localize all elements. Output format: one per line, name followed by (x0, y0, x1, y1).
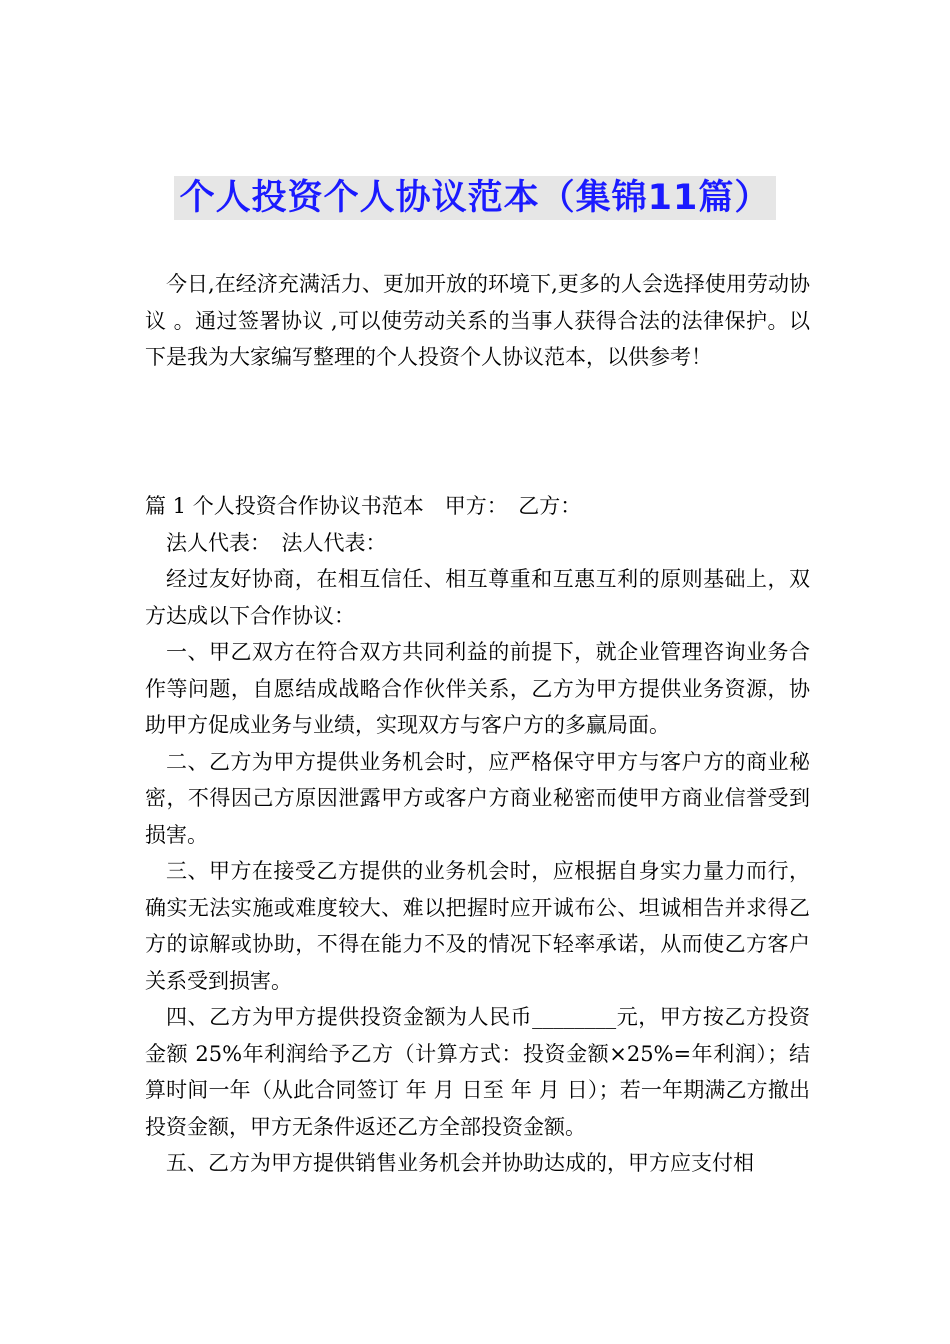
document-title: 个人投资个人协议范本（集锦11篇） (174, 176, 777, 220)
paragraph-preamble: 经过友好协商，在相互信任、相互尊重和互惠互利的原则基础上，双方达成以下合作协议： (145, 567, 810, 628)
clause-3: 三、甲方在接受乙方提供的业务机会时，应根据自身实力量力而行，确实无法实施或难度较大、难以把握时应开诚布公、坦诚相告并求得乙方的谅解或协助，不得在能力不及的情况下轻率承诺，从而使乙方客户关系受到损害。 (145, 859, 810, 993)
section-heading: 篇 1 个人投资合作协议书范本 甲方： 乙方： (145, 494, 582, 518)
clause-1: 一、甲乙双方在符合双方共同利益的前提下，就企业管理咨询业务合作等问题，自愿结成战略合作伙伴关系，乙方为甲方提供业务资源，协助甲方促成业务与业绩，实现双方与客户方的多赢局面。 (145, 640, 810, 737)
intro-block (145, 266, 810, 376)
section-1 (145, 488, 810, 1182)
clause-5: 五、乙方为甲方提供销售业务机会并协助达成的，甲方应支付相 (166, 1151, 754, 1175)
intro-paragraph: 今日,在经济充满活力、更加开放的环境下,更多的人会选择使用劳动协议 。通过签署协议 ,可以使劳动关系的当事人获得合法的法律保护。以下是我为大家编写整理的个人投资个人协议范本，以供参考！ (145, 272, 810, 369)
title-wrapper (0, 176, 950, 220)
clause-4: 四、乙方为甲方提供投资金额为人民币________元，甲方按乙方投资金额 25%年利润给予乙方（计算方式：投资金额×25%=年利润）；结算时间一年（从此合同签订 年 月 日至 年 月 日）；若一年期满乙方撤出投资金额，甲方无条件返还乙方全部投资金额。 (145, 1005, 810, 1139)
paragraph-representatives: 法人代表： 法人代表： (166, 530, 387, 555)
clause-2: 二、乙方为甲方提供业务机会时，应严格保守甲方与客户方的商业秘密，不得因己方原因泄露甲方或客户方商业秘密而使甲方商业信誉受到损害。 (145, 749, 810, 847)
